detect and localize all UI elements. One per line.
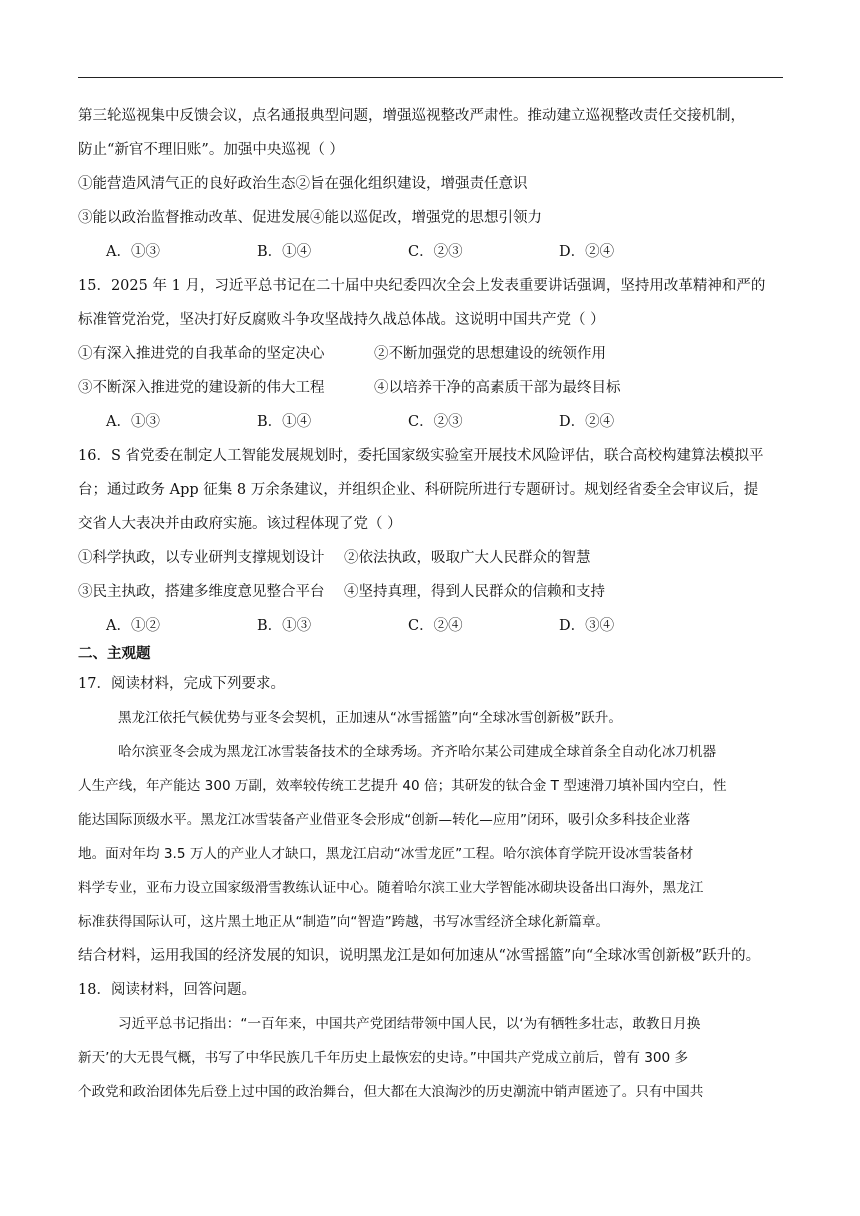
question-15 [78, 276, 783, 446]
q17-material-line-7: 标准获得国际认可，这片黑土地正从“制造”向“智造”跨越，书写冰雪经济全球化新篇章。 [78, 914, 610, 930]
q14-option-a: A．①③ [106, 244, 160, 260]
q16-stem-line-3: 交省人大表决并由政府实施。该过程体现了党（ ） [78, 516, 402, 532]
q15-item-1: ①有深入推进党的自我革命的坚定决心 [78, 346, 325, 362]
q16-stem-line-2: 台；通过政务 App 征集 8 万余条建议，并组织企业、科研院所进行专题研讨。规划经省委全会审议后，提 [78, 482, 759, 498]
q16-stem-line-1: 16．S 省党委在制定人工智能发展规划时，委托国家级实验室开展技术风险评估，联合高校构建算法模拟平 [78, 448, 764, 464]
q16-items-row-2 [78, 582, 783, 616]
q15-option-d: D．②④ [559, 414, 615, 430]
q16-options [78, 616, 783, 644]
q14-option-c: C．②③ [408, 244, 463, 260]
question-18 [78, 980, 783, 1116]
q15-options [78, 412, 783, 446]
q14-option-b: B．①④ [257, 244, 312, 260]
q17-question: 结合材料，运用我国的经济发展的知识，说明黑龙江是如何加速从“冰雪摇篮”向“全球冰雪创新极”跃升的。 [78, 948, 761, 964]
question-16 [78, 446, 783, 644]
q18-material-line-1: 习近平总书记指出：“一百年来，中国共产党团结带领中国人民，以‘为有牺牲多壮志，敢教日月换 [118, 1016, 701, 1032]
q16-items-row-1 [78, 548, 783, 582]
q14-options [78, 242, 783, 276]
q14-items-line-2: ③能以政治监督推动改革、促进发展④能以巡促改，增强党的思想引领力 [78, 210, 542, 226]
question-14 [78, 106, 783, 276]
q18-material-line-2: 新天’的大无畏气概，书写了中华民族几千年历史上最恢宏的史诗。”中国共产党成立前后，曾有 300 多 [78, 1050, 689, 1066]
q17-material-line-4: 能达国际顶级水平。黑龙江冰雪装备产业借亚冬会形成“创新—转化—应用”闭环，吸引众多科技企业落 [78, 812, 691, 828]
question-17 [78, 674, 783, 980]
q15-item-4: ④以培养干净的高素质干部为最终目标 [374, 380, 621, 396]
q18-material-line-3: 个政党和政治团体先后登上过中国的政治舞台，但大都在大浪淘沙的历史潮流中销声匿迹了。只有中国共 [78, 1084, 704, 1100]
q14-stem-line-2: 防止“新官不理旧账”。加强中央巡视（ ） [78, 142, 344, 158]
q16-option-c: C．②④ [408, 618, 463, 634]
q17-material-line-1: 黑龙江依托气候优势与亚冬会契机，正加速从“冰雪摇篮”向“全球冰雪创新极”跃升。 [118, 710, 622, 726]
q15-stem-line-2: 标准管党治党，坚决打好反腐败斗争攻坚战持久战总体战。这说明中国共产党（ ） [78, 312, 605, 328]
q14-option-d: D．②④ [559, 244, 615, 260]
exam-page [78, 106, 783, 1116]
q17-material-line-5: 地。面对年均 3.5 万人的产业人才缺口，黑龙江启动“冰雪龙匠”工程。哈尔滨体育学院开设冰雪装备材 [78, 846, 694, 862]
q15-option-b: B．①④ [257, 414, 312, 430]
q16-item-2: ②依法执政，吸取广大人民群众的智慧 [344, 550, 591, 566]
q16-item-4: ④坚持真理，得到人民群众的信赖和支持 [344, 584, 605, 600]
q14-stem-line-1: 第三轮巡视集中反馈会议，点名通报典型问题，增强巡视整改严肃性。推动建立巡视整改责任交接机制， [78, 108, 745, 124]
q15-item-3: ③不断深入推进党的建设新的伟大工程 [78, 380, 325, 396]
q15-stem-line-1: 15．2025 年 1 月，习近平总书记在二十届中央纪委四次全会上发表重要讲话强调，坚持用改革精神和严的 [78, 278, 766, 294]
q17-material-line-3: 人生产线，年产能达 300 万副，效率较传统工艺提升 40 倍；其研发的钛合金 T 型速滑刀填补国内空白，性 [78, 778, 727, 794]
q15-items-row-1 [78, 344, 783, 378]
q16-option-a: A．①② [106, 618, 160, 634]
header-rule [78, 77, 783, 78]
q16-item-3: ③民主执政，搭建多维度意见整合平台 [78, 584, 325, 600]
q17-stem: 17．阅读材料，完成下列要求。 [78, 676, 285, 692]
q16-option-b: B．①③ [257, 618, 312, 634]
q16-item-1: ①科学执政，以专业研判支撑规划设计 [78, 550, 325, 566]
q17-material-line-6: 料学专业，亚布力设立国家级滑雪教练认证中心。随着哈尔滨工业大学智能冰砌块设备出口海外，黑龙江 [78, 880, 704, 896]
q15-item-2: ②不断加强党的思想建设的统领作用 [374, 346, 606, 362]
q18-stem: 18．阅读材料，回答问题。 [78, 982, 256, 998]
q15-items-row-2 [78, 378, 783, 412]
q15-option-a: A．①③ [106, 414, 160, 430]
q14-items-line-1: ①能营造风清气正的良好政治生态②旨在强化组织建设，增强责任意识 [78, 176, 528, 192]
section-title: 二、主观题 [78, 646, 151, 662]
q16-option-d: D．③④ [559, 618, 615, 634]
q15-option-c: C．②③ [408, 414, 463, 430]
q17-material-line-2: 哈尔滨亚冬会成为黑龙江冰雪装备技术的全球秀场。齐齐哈尔某公司建成全球首条全自动化冰刀机器 [118, 744, 717, 760]
